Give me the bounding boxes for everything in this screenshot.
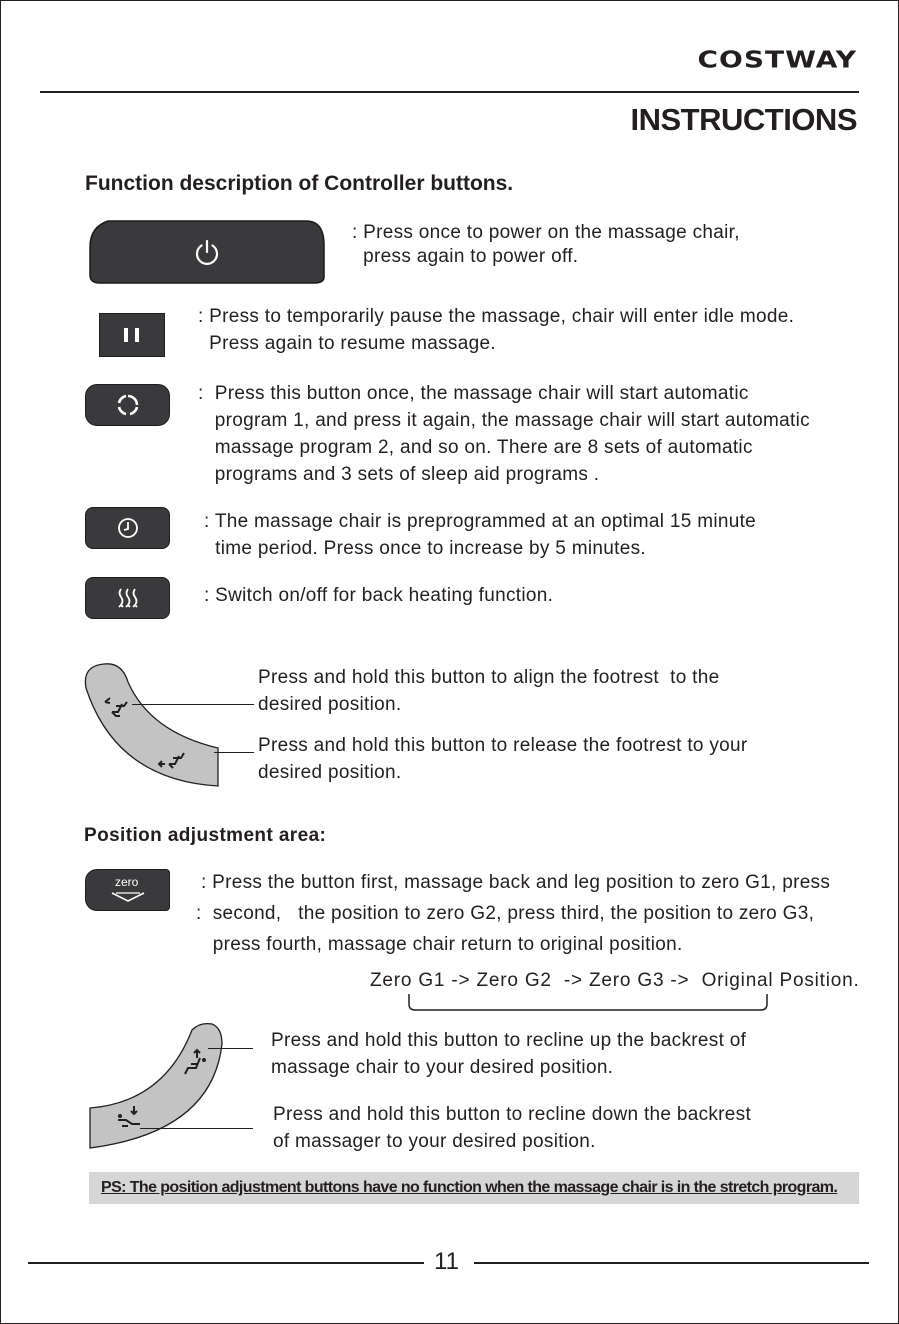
power-button[interactable] — [88, 217, 326, 285]
timer-button[interactable] — [85, 507, 170, 549]
section-heading-position: Position adjustment area: — [84, 825, 327, 846]
auto-description-line4: programs and 3 sets of sleep aid programs . — [198, 464, 600, 485]
power-description-line1: : Press once to power on the massage chair, — [352, 222, 740, 243]
backrest-up-leader — [208, 1048, 253, 1049]
footrest-down-description-line1: Press and hold this button to release the footrest to your — [258, 735, 748, 756]
footrest-up-description-line1: Press and hold this button to align the footrest to the — [258, 667, 720, 688]
sequence-loop-bracket — [406, 992, 770, 1014]
backrest-panel — [88, 1022, 224, 1150]
zero-description-line1: : Press the button first, massage back and leg position to zero G1, press — [201, 872, 831, 893]
footer-rule-right — [474, 1262, 869, 1264]
pause-icon — [123, 327, 141, 343]
auto-description-line2: program 1, and press it again, the massage chair will start automatic — [198, 410, 810, 431]
backrest-up-description-line1: Press and hold this button to recline up the backrest of — [271, 1030, 747, 1051]
timer-description-line2: time period. Press once to increase by 5 minutes. — [204, 538, 646, 559]
zero-button-label: zero — [115, 875, 139, 889]
page-number: 11 — [434, 1248, 459, 1275]
heat-button[interactable] — [85, 577, 170, 619]
timer-description-line1: : The massage chair is preprogrammed at an optimal 15 minute — [204, 511, 757, 532]
auto-program-button[interactable] — [85, 384, 170, 426]
backrest-down-leader — [140, 1128, 253, 1129]
header-rule — [40, 91, 859, 93]
footrest-down-icon[interactable] — [157, 746, 187, 770]
backrest-down-description-line1: Press and hold this button to recline down the backrest — [273, 1104, 752, 1125]
footrest-down-description-line2: desired position. — [258, 762, 402, 783]
section-heading-controller: Function description of Controller buttons. — [85, 172, 514, 195]
auto-description-line3: massage program 2, and so on. There are 8 sets of automatic — [198, 437, 753, 458]
clock-icon — [117, 517, 139, 539]
heat-description-line1: : Switch on/off for back heating function. — [204, 585, 554, 606]
footnote-bar — [89, 1172, 859, 1204]
power-icon — [192, 238, 222, 268]
auto-program-icon — [117, 394, 139, 416]
zero-description-line3: press fourth, massage chair return to original position. — [196, 934, 683, 955]
backrest-down-description-line2: of massager to your desired position. — [273, 1131, 596, 1152]
zero-description-line2: : second, the position to zero G2, press third, the position to zero G3, — [196, 903, 815, 924]
power-description-line2: press again to power off. — [352, 246, 579, 267]
pause-description-line2: Press again to resume massage. — [198, 333, 496, 354]
footrest-up-leader — [132, 704, 254, 705]
footrest-panel — [82, 662, 227, 790]
page-title: INSTRUCTIONS — [630, 102, 857, 137]
footnote-text: PS: The position adjustment buttons have no function when the massage chair is in the stretch program. — [101, 1179, 838, 1196]
auto-description-line1: : Press this button once, the massage chair will start automatic — [198, 383, 749, 404]
footrest-down-leader — [214, 752, 254, 753]
zero-gravity-icon — [110, 889, 146, 903]
backrest-up-icon[interactable] — [182, 1048, 208, 1076]
heat-icon — [117, 586, 139, 610]
pause-description-line1: : Press to temporarily pause the massage, chair will enter idle mode. — [198, 306, 795, 327]
brand-logo: COSTWAY — [697, 46, 857, 74]
backrest-down-icon[interactable] — [114, 1104, 144, 1130]
backrest-up-description-line2: massage chair to your desired position. — [271, 1057, 614, 1078]
pause-button[interactable] — [99, 313, 165, 357]
zero-sequence: Zero G1 -> Zero G2 -> Zero G3 -> Original Position. — [370, 970, 860, 991]
footer-rule-left — [28, 1262, 424, 1264]
footrest-up-icon[interactable] — [102, 696, 130, 718]
footrest-up-description-line2: desired position. — [258, 694, 402, 715]
zero-gravity-button[interactable] — [85, 869, 170, 911]
